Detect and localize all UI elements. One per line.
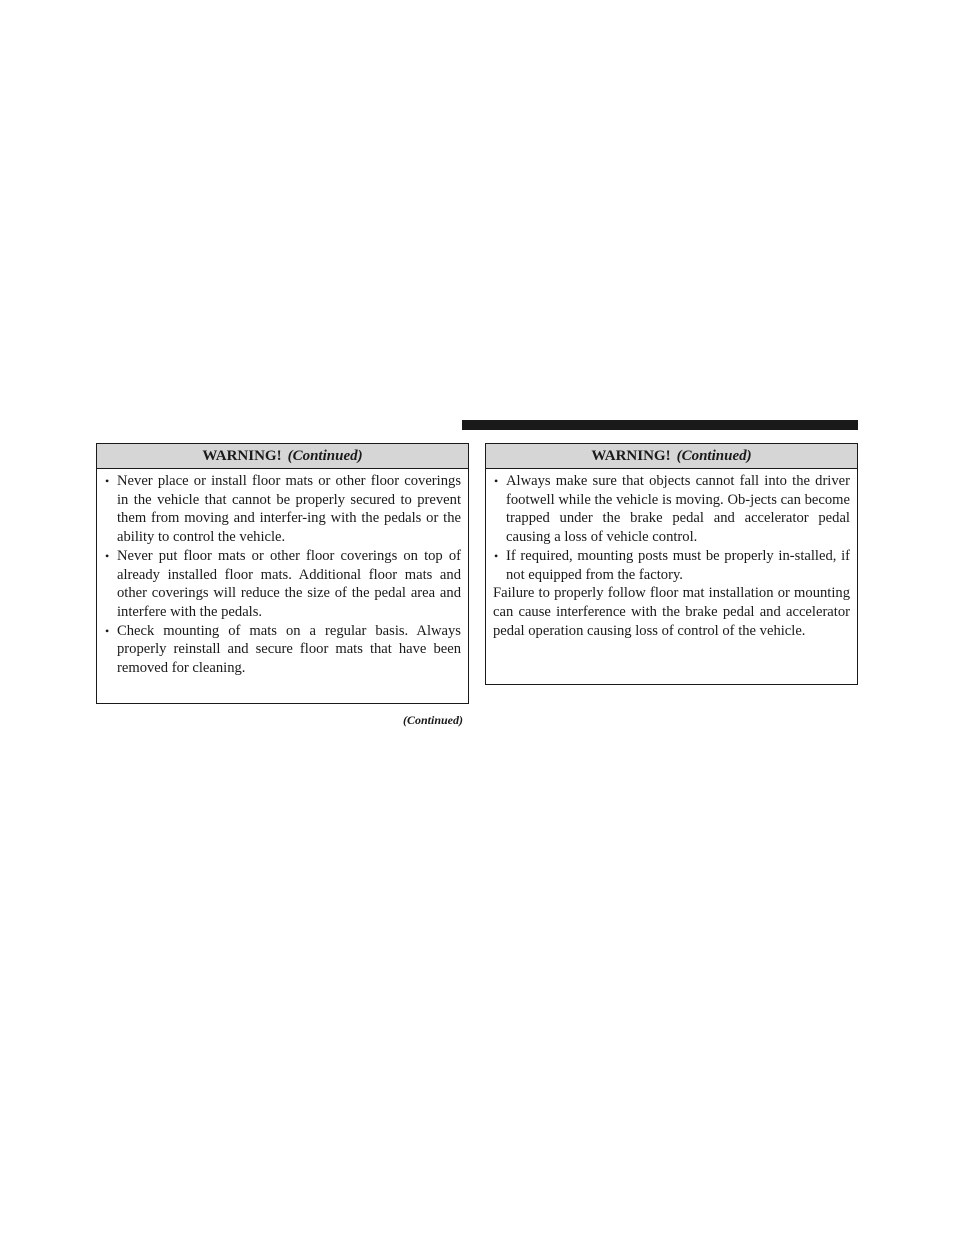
warning-header: [486, 444, 857, 469]
bullet-text: If required, mounting posts must be properly in-stalled, if not equipped from the factory.: [506, 547, 850, 583]
warning-body: [486, 469, 857, 640]
bullet-text: Always make sure that objects cannot fall into the driver footwell while the vehicle is moving. Ob-jects can become trapped under the brake pedal and accelerator pedal causing a loss of vehicle control.: [506, 473, 850, 546]
warning-continued-label: (Continued): [287, 448, 363, 464]
bullet-icon: •: [494, 548, 499, 563]
list-item: [493, 547, 850, 584]
warning-body: [97, 469, 468, 678]
bullet-icon: •: [105, 623, 110, 638]
list-item: [104, 472, 461, 547]
warning-header: [97, 444, 468, 469]
bullet-text: Check mounting of mats on a regular basis. Always properly reinstall and secure floor mats that have been removed for cleaning.: [117, 622, 461, 677]
bullet-list: [493, 472, 850, 584]
bullet-text: Never put floor mats or other floor coverings on top of already installed floor mats. Additional floor mats and other coverings will reduce the size of the pedal area and interfere with the pedals.: [117, 547, 461, 620]
warning-box-left: [96, 443, 469, 704]
bullet-icon: •: [494, 474, 499, 488]
list-item: [104, 547, 461, 622]
list-item: [493, 472, 850, 547]
bullet-icon: •: [105, 548, 110, 563]
continued-footer: (Continued): [402, 713, 463, 727]
bullet-list: [104, 472, 461, 678]
list-item: [104, 622, 461, 678]
bullet-icon: •: [105, 474, 110, 488]
warning-label: WARNING!: [591, 448, 671, 464]
bullet-text: Never place or install floor mats or other floor coverings in the vehicle that cannot be properly secured to prevent them from moving and interfer-ing with the pedals or the ability to control the vehicle.: [117, 473, 461, 546]
warning-box-right: [485, 443, 858, 685]
section-header-bar: [462, 420, 858, 430]
warning-paragraph: Failure to properly follow floor mat installation or mounting can cause interference with the brake pedal and accelerator pedal operation causing loss of control of the vehicle.: [493, 585, 850, 639]
warning-label: WARNING!: [202, 448, 282, 464]
warning-continued-label: (Continued): [676, 448, 752, 464]
